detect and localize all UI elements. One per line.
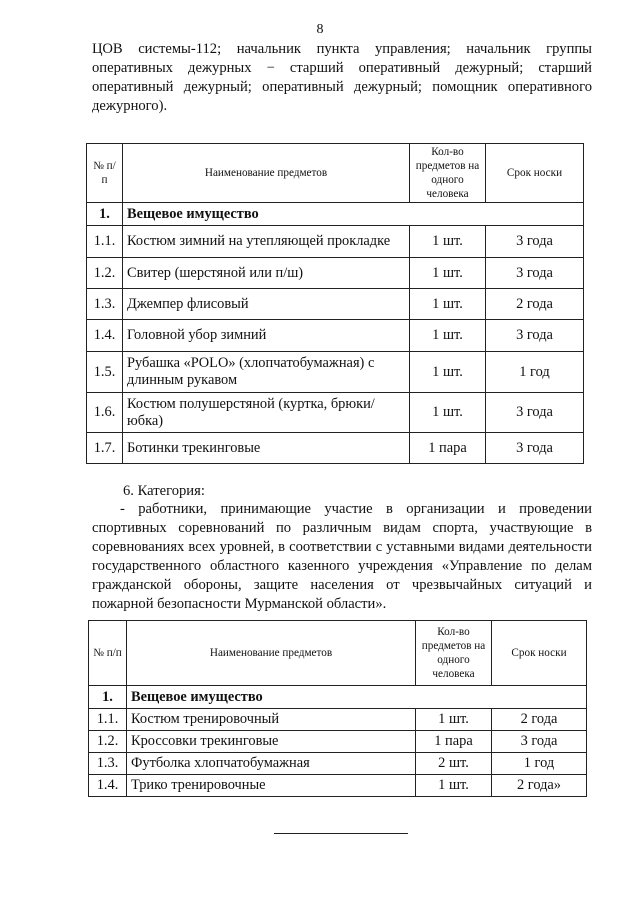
row-term: 3 года — [486, 320, 584, 352]
row-count: 1 шт. — [416, 775, 492, 797]
section-num: 1. — [87, 203, 123, 226]
table-row — [87, 258, 584, 289]
row-num: 1.1. — [87, 226, 123, 258]
row-num: 1.2. — [89, 731, 127, 753]
row-term: 3 года — [486, 226, 584, 258]
row-count: 1 шт. — [410, 226, 486, 258]
end-divider — [274, 833, 408, 834]
table-row — [89, 709, 587, 731]
row-count: 1 шт. — [410, 352, 486, 393]
header-count: Кол-во предметов на одного человека — [416, 621, 492, 686]
row-name: Головной убор зимний — [123, 320, 410, 352]
section-num: 1. — [89, 686, 127, 709]
row-term: 3 года — [486, 433, 584, 464]
section-row — [89, 686, 587, 709]
row-term: 3 года — [492, 731, 587, 753]
table-row — [87, 433, 584, 464]
table-row — [87, 226, 584, 258]
row-name: Костюм тренировочный — [127, 709, 416, 731]
table-row — [89, 775, 587, 797]
table-row — [87, 289, 584, 320]
row-name: Трико тренировочные — [127, 775, 416, 797]
row-term: 1 год — [492, 753, 587, 775]
row-num: 1.3. — [87, 289, 123, 320]
equipment-table-2 — [88, 620, 587, 797]
row-name: Кроссовки трекинговые — [127, 731, 416, 753]
table-header-row — [89, 621, 587, 686]
header-term: Срок носки — [492, 621, 587, 686]
table-header-row — [87, 144, 584, 203]
header-count: Кол-во предметов на одного человека — [410, 144, 486, 203]
table-row — [87, 352, 584, 393]
row-name: Свитер (шерстяной или п/ш) — [123, 258, 410, 289]
section-title: Вещевое имущество — [123, 203, 584, 226]
section-row — [87, 203, 584, 226]
row-count: 1 пара — [416, 731, 492, 753]
row-count: 1 шт. — [410, 289, 486, 320]
table-row — [89, 731, 587, 753]
row-num: 1.3. — [89, 753, 127, 775]
row-num: 1.4. — [89, 775, 127, 797]
row-num: 1.4. — [87, 320, 123, 352]
row-count: 1 шт. — [410, 258, 486, 289]
row-name: Футболка хлопчатобумажная — [127, 753, 416, 775]
category-heading: 6. Категория: — [123, 483, 205, 499]
row-name: Костюм зимний на утепляющей прокладке — [123, 226, 410, 258]
row-num: 1.2. — [87, 258, 123, 289]
table-row — [87, 320, 584, 352]
row-term: 1 год — [486, 352, 584, 393]
row-count: 1 шт. — [410, 393, 486, 433]
row-term: 2 года» — [492, 775, 587, 797]
row-num: 1.7. — [87, 433, 123, 464]
page-number: 8 — [316, 22, 324, 37]
row-name: Костюм полушерстяной (куртка, брюки/юбка) — [123, 393, 410, 433]
header-name: Наименование предметов — [127, 621, 416, 686]
row-count: 1 шт. — [416, 709, 492, 731]
row-term: 2 года — [486, 289, 584, 320]
row-term: 2 года — [492, 709, 587, 731]
row-count: 2 шт. — [416, 753, 492, 775]
category-paragraph: - работники, принимающие участие в организации и проведении спортивных соревнований по различным видам спорта, участвующие в соревнованиях всех уровней, в соответствии с уставными видами деятельности государственного областного казенного учреждения «Управление по делам гражданской обороны, защите населения от чрезвычайных ситуаций и пожарной безопасности Мурманской области». — [92, 501, 592, 612]
row-term: 3 года — [486, 393, 584, 433]
row-term: 3 года — [486, 258, 584, 289]
intro-paragraph: ЦОВ системы-112; начальник пункта управления; начальник группы оперативных дежурных − старший оперативный дежурный; старший оперативный дежурный; оперативный дежурный; помощник оперативного дежурного). — [92, 41, 592, 114]
row-name: Рубашка «POLO» (хлопчатобумажная) с длинным рукавом — [123, 352, 410, 393]
equipment-table-1 — [86, 143, 584, 464]
row-num: 1.6. — [87, 393, 123, 433]
row-num: 1.5. — [87, 352, 123, 393]
row-count: 1 пара — [410, 433, 486, 464]
section-title: Вещевое имущество — [127, 686, 587, 709]
row-name: Ботинки трекинговые — [123, 433, 410, 464]
header-num: № п/п — [87, 144, 123, 203]
header-term: Срок носки — [486, 144, 584, 203]
row-name: Джемпер флисовый — [123, 289, 410, 320]
row-count: 1 шт. — [410, 320, 486, 352]
header-name: Наименование предметов — [123, 144, 410, 203]
table-row — [87, 393, 584, 433]
header-num: № п/п — [89, 621, 127, 686]
table-row — [89, 753, 587, 775]
row-num: 1.1. — [89, 709, 127, 731]
